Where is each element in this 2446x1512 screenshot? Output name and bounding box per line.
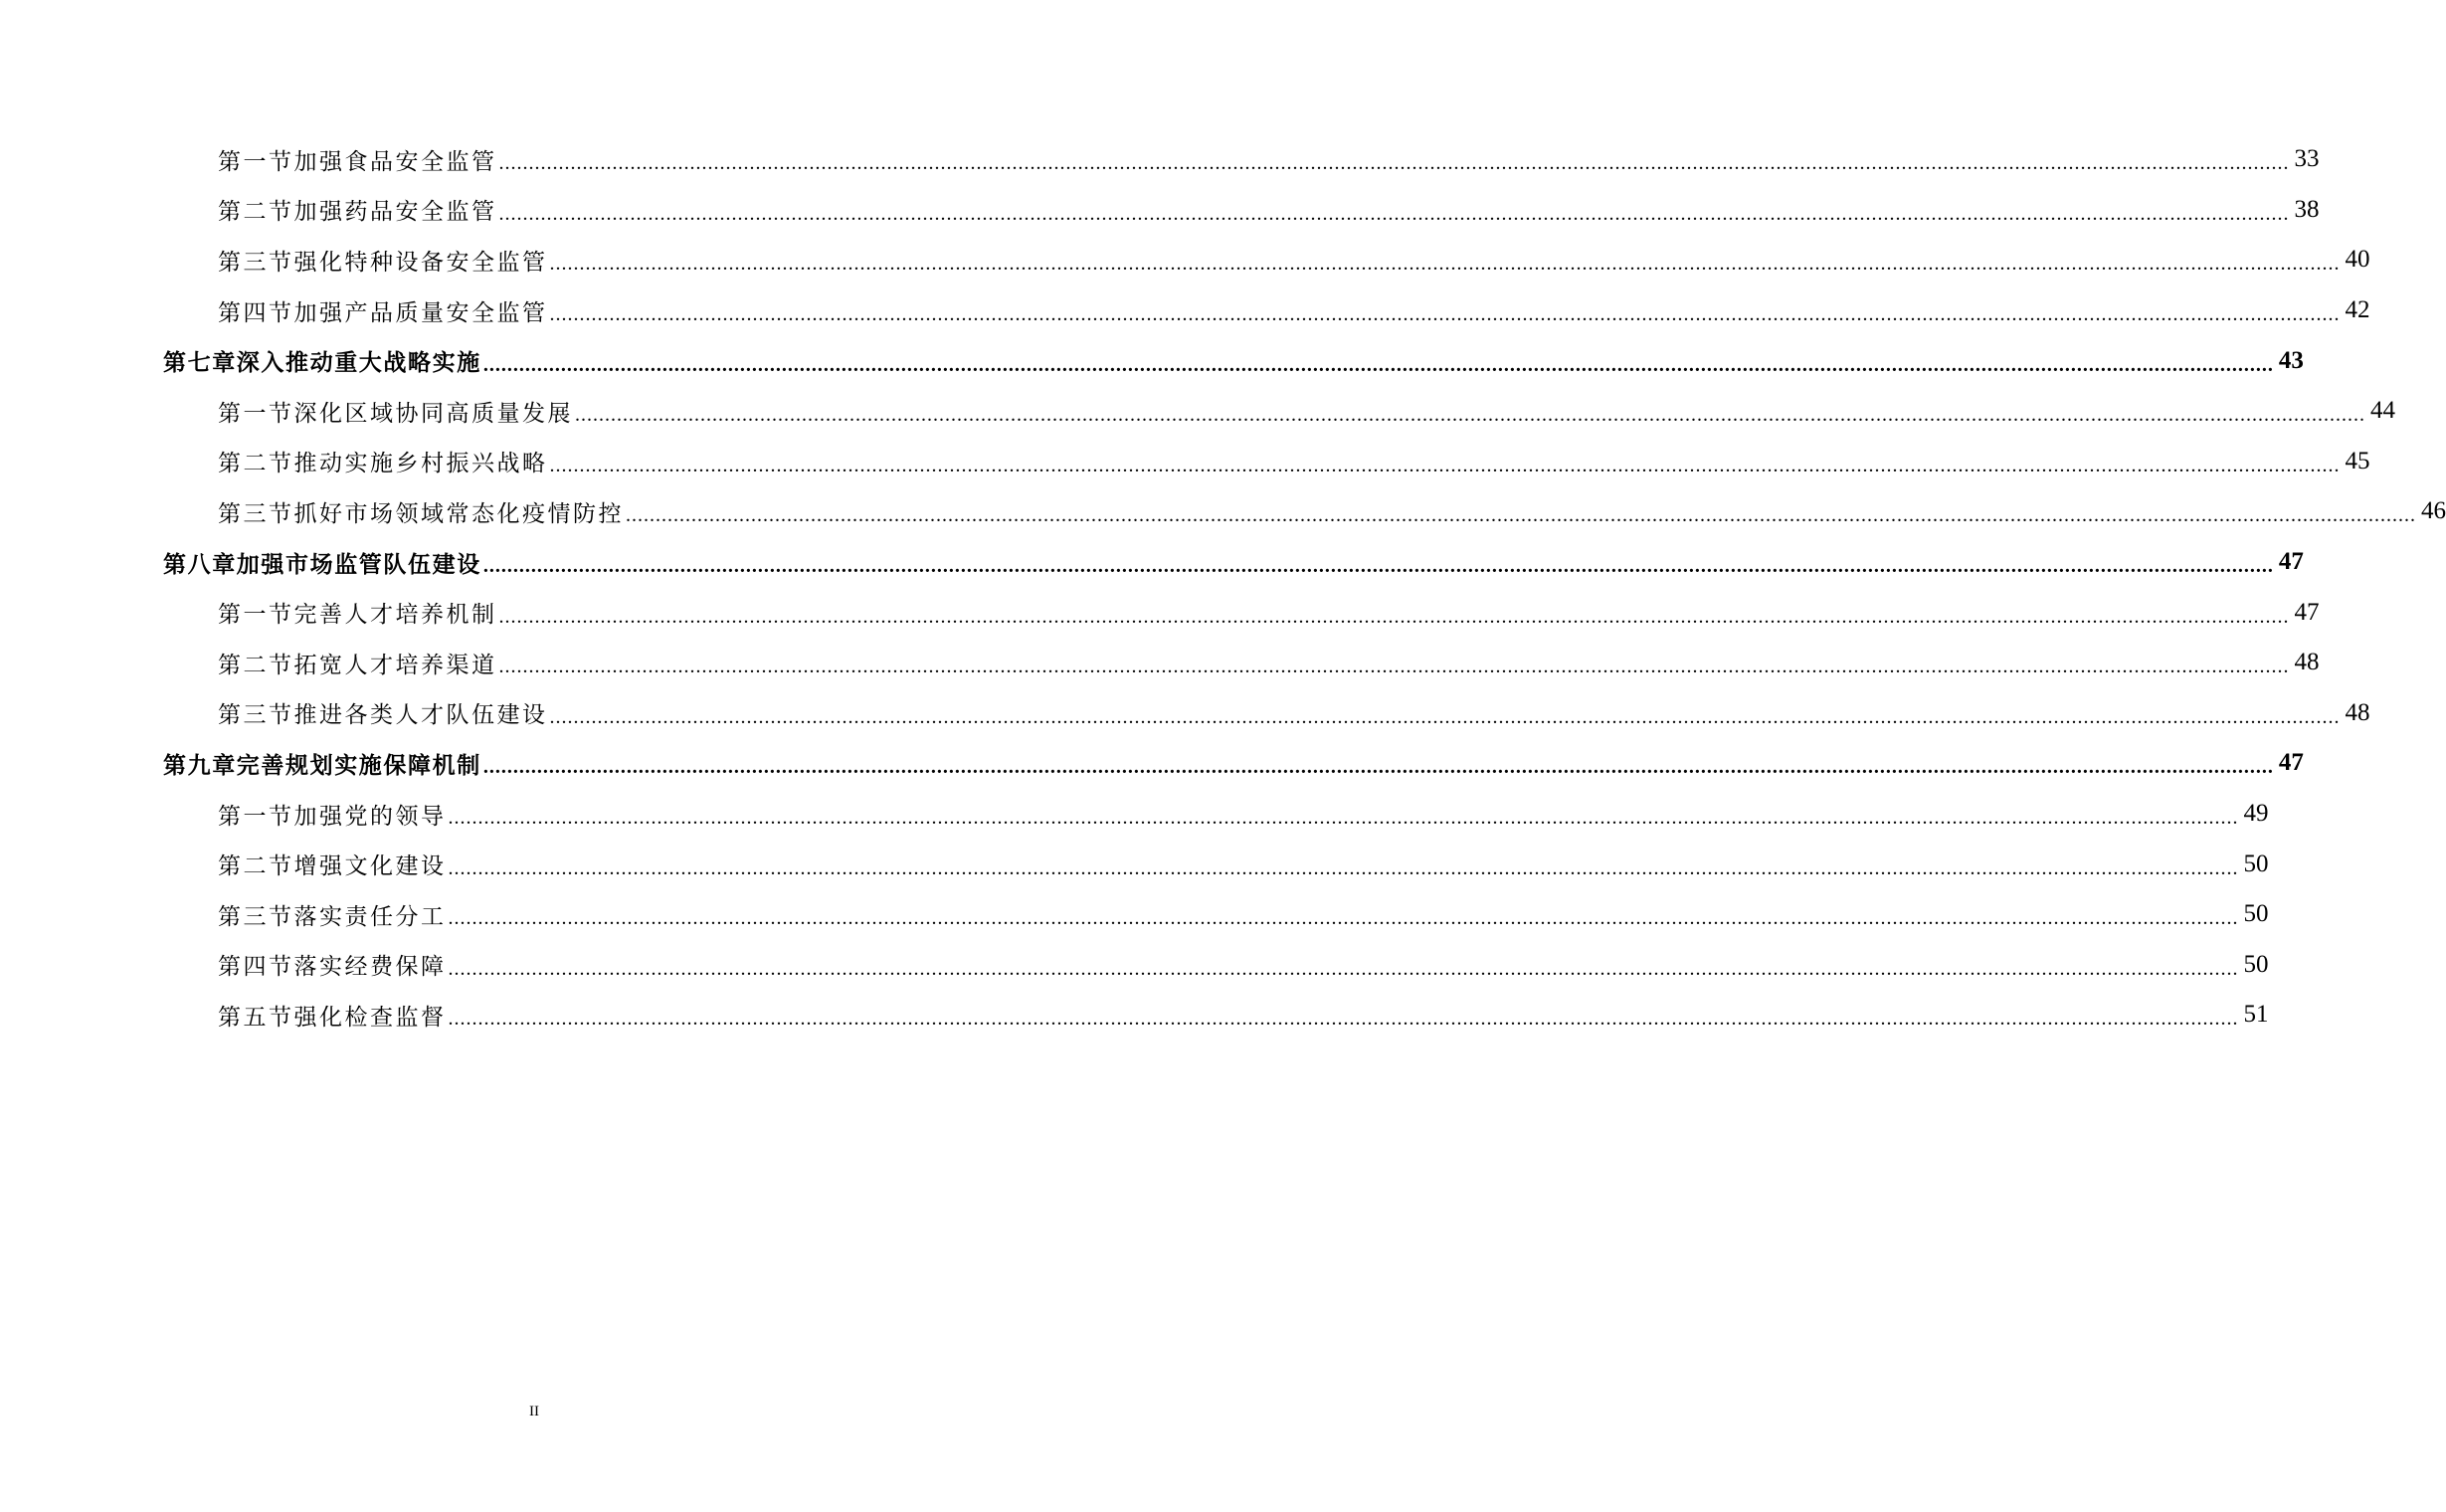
toc-entry-title: 第四节落实经费保障 bbox=[218, 954, 447, 981]
toc-entry-title: 第四节加强产品质量安全监管 bbox=[218, 299, 548, 326]
toc-entry-title: 第一节完善人才培养机制 bbox=[218, 602, 497, 629]
toc-entry-page: 50 bbox=[2243, 850, 2269, 877]
toc-dot-leader: ............................................................................................................................................................................................................................................................................................................ bbox=[549, 454, 2341, 476]
toc-entry-page: 42 bbox=[2345, 296, 2370, 324]
toc-entry-title: 第二节拓宽人才培养渠道 bbox=[218, 652, 497, 678]
toc-dot-leader: ............................................................................................................................................................................................................................................................................................................ bbox=[482, 756, 2274, 779]
toc-dot-leader: ............................................................................................................................................................................................................................................................................................................ bbox=[498, 202, 2290, 225]
toc-dot-leader: ............................................................................................................................................................................................................................................................................................................ bbox=[549, 705, 2341, 728]
toc-section-entry[interactable] bbox=[0, 134, 2320, 185]
toc-entry-page: 47 bbox=[2278, 548, 2304, 576]
toc-dot-leader: ............................................................................................................................................................................................................................................................................................................ bbox=[498, 152, 2290, 175]
toc-entry-title: 第八章加强市场监管队伍建设 bbox=[163, 550, 481, 578]
toc-entry-page: 46 bbox=[2421, 497, 2446, 525]
toc-dot-leader: ............................................................................................................................................................................................................................................................................................................ bbox=[482, 555, 2274, 578]
toc-section-entry[interactable] bbox=[0, 185, 2320, 236]
toc-dot-leader: ............................................................................................................................................................................................................................................................................................................ bbox=[448, 1008, 2239, 1031]
toc-dot-leader: ............................................................................................................................................................................................................................................................................................................ bbox=[549, 253, 2341, 276]
toc-entry-title: 第三节抓好市场领域常态化疫情防控 bbox=[218, 500, 624, 527]
toc-section-entry[interactable] bbox=[0, 587, 2320, 638]
toc-dot-leader: ............................................................................................................................................................................................................................................................................................................ bbox=[575, 404, 2365, 427]
toc-section-entry[interactable] bbox=[0, 386, 2395, 437]
toc-dot-leader: ............................................................................................................................................................................................................................................................................................................ bbox=[448, 856, 2239, 879]
toc-section-entry[interactable] bbox=[0, 486, 2446, 537]
toc-entry-title: 第九章完善规划实施保障机制 bbox=[163, 751, 481, 779]
toc-entry-page: 48 bbox=[2345, 698, 2370, 726]
toc-entry-title: 第一节加强党的领导 bbox=[218, 803, 447, 830]
toc-entry-title: 第三节落实责任分工 bbox=[218, 903, 447, 930]
toc-dot-leader: ............................................................................................................................................................................................................................................................................................................ bbox=[549, 303, 2341, 326]
toc-section-entry[interactable] bbox=[0, 437, 2370, 487]
toc-chapter-entry[interactable] bbox=[0, 738, 2304, 789]
toc-dot-leader: ............................................................................................................................................................................................................................................................................................................ bbox=[482, 353, 2274, 376]
toc-section-entry[interactable] bbox=[0, 789, 2269, 840]
toc-chapter-entry[interactable] bbox=[0, 537, 2304, 588]
toc-section-entry[interactable] bbox=[0, 285, 2370, 336]
toc-entry-page: 50 bbox=[2243, 950, 2269, 978]
toc-entry-page: 47 bbox=[2294, 598, 2320, 626]
toc-entry-title: 第三节强化特种设备安全监管 bbox=[218, 249, 548, 276]
toc-entry-page: 43 bbox=[2278, 346, 2304, 374]
toc-entry-page: 49 bbox=[2243, 800, 2269, 828]
toc-entry-title: 第一节加强食品安全监管 bbox=[218, 148, 497, 175]
table-of-contents bbox=[0, 134, 2446, 1040]
toc-entry-title: 第一节深化区域协同高质量发展 bbox=[218, 400, 573, 427]
toc-section-entry[interactable] bbox=[0, 889, 2269, 940]
toc-section-entry[interactable] bbox=[0, 688, 2370, 739]
toc-dot-leader: ............................................................................................................................................................................................................................................................................................................ bbox=[448, 807, 2239, 830]
toc-entry-page: 44 bbox=[2370, 397, 2395, 425]
toc-entry-title: 第三节推进各类人才队伍建设 bbox=[218, 702, 548, 729]
toc-entry-page: 33 bbox=[2294, 145, 2320, 173]
toc-chapter-entry[interactable] bbox=[0, 335, 2304, 386]
toc-entry-page: 51 bbox=[2243, 1001, 2269, 1029]
toc-dot-leader: ............................................................................................................................................................................................................................................................................................................ bbox=[498, 656, 2290, 678]
toc-dot-leader: ............................................................................................................................................................................................................................................................................................................ bbox=[448, 957, 2239, 980]
toc-section-entry[interactable] bbox=[0, 940, 2269, 991]
toc-section-entry[interactable] bbox=[0, 638, 2320, 688]
toc-dot-leader: ............................................................................................................................................................................................................................................................................................................ bbox=[626, 504, 2416, 527]
toc-section-entry[interactable] bbox=[0, 990, 2269, 1040]
toc-entry-page: 40 bbox=[2345, 246, 2370, 274]
toc-dot-leader: ............................................................................................................................................................................................................................................................................................................ bbox=[448, 907, 2239, 930]
toc-entry-page: 48 bbox=[2294, 649, 2320, 676]
toc-section-entry[interactable] bbox=[0, 235, 2370, 285]
toc-entry-title: 第二节加强药品安全监管 bbox=[218, 199, 497, 226]
toc-entry-page: 47 bbox=[2278, 749, 2304, 777]
toc-entry-title: 第五节强化检查监督 bbox=[218, 1004, 447, 1031]
toc-dot-leader: ............................................................................................................................................................................................................................................................................................................ bbox=[498, 605, 2290, 628]
toc-entry-page: 38 bbox=[2294, 195, 2320, 223]
toc-entry-page: 50 bbox=[2243, 900, 2269, 928]
toc-entry-title: 第七章深入推动重大战略实施 bbox=[163, 349, 481, 377]
toc-section-entry[interactable] bbox=[0, 839, 2269, 889]
toc-entry-page: 45 bbox=[2345, 447, 2370, 474]
page-number: II bbox=[529, 1404, 539, 1419]
toc-entry-title: 第二节增强文化建设 bbox=[218, 853, 447, 880]
toc-entry-title: 第二节推动实施乡村振兴战略 bbox=[218, 451, 548, 477]
